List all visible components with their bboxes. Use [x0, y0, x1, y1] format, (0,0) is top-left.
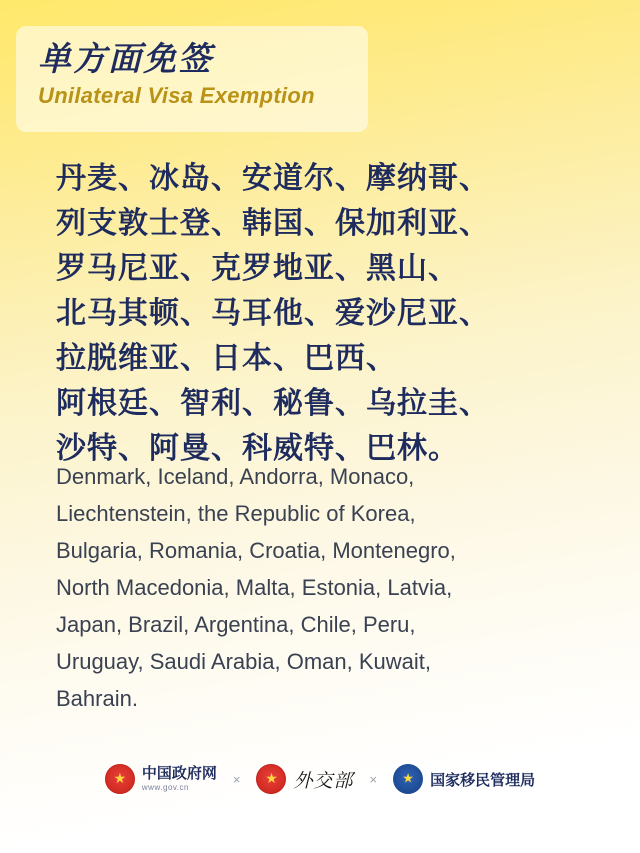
cn-line: 罗马尼亚、克罗地亚、黑山、	[56, 252, 459, 285]
en-line: Uruguay, Saudi Arabia, Oman, Kuwait,	[56, 649, 432, 674]
header-text-block	[38, 38, 315, 112]
country-list-chinese	[56, 156, 596, 471]
cn-line: 拉脱维亚、日本、巴西、	[56, 342, 397, 375]
header-badge	[16, 26, 368, 132]
national-emblem-icon	[105, 764, 135, 794]
logo-mfa-name: 外交部	[293, 770, 354, 792]
separator-icon: ×	[232, 771, 241, 787]
en-line: Liechtenstein, the Republic of Korea,	[56, 501, 416, 526]
separator-icon: ×	[369, 771, 378, 787]
en-line: North Macedonia, Malta, Estonia, Latvia,	[56, 575, 453, 600]
logo-nia-name: 国家移民管理局	[430, 771, 536, 789]
page-title-en: Unilateral Visa Exemption	[38, 83, 315, 108]
star-glyph: ★	[402, 770, 414, 786]
logo-china-gov	[105, 764, 217, 794]
en-line: Denmark, Iceland, Andorra, Monaco,	[56, 464, 415, 489]
logo-nia	[393, 764, 535, 794]
cn-line: 北马其顿、马耳他、爱沙尼亚、	[56, 297, 490, 330]
police-badge-icon	[393, 764, 423, 794]
logo-china-gov-url: www.gov.cn	[141, 783, 189, 792]
en-line: Bulgaria, Romania, Croatia, Montenegro,	[56, 538, 456, 563]
country-list-english	[56, 458, 616, 717]
star-glyph: ★	[265, 770, 278, 787]
cn-line: 阿根廷、智利、秘鲁、乌拉圭、	[56, 387, 490, 420]
logo-mfa	[256, 764, 353, 794]
cn-line: 沙特、阿曼、科威特、巴林。	[56, 432, 459, 465]
star-glyph: ★	[113, 770, 127, 787]
page-title-cn: 单方面免签	[38, 40, 213, 77]
cn-line: 列支敦士登、韩国、保加利亚、	[56, 207, 490, 240]
logo-china-gov-text	[142, 766, 217, 792]
national-emblem-icon	[256, 764, 286, 794]
en-line: Bahrain.	[56, 686, 138, 711]
logo-china-gov-name: 中国政府网	[141, 765, 217, 782]
footer-logo-bar	[0, 757, 640, 801]
cn-line: 丹麦、冰岛、安道尔、摩纳哥、	[56, 162, 490, 195]
en-line: Japan, Brazil, Argentina, Chile, Peru,	[56, 612, 416, 637]
